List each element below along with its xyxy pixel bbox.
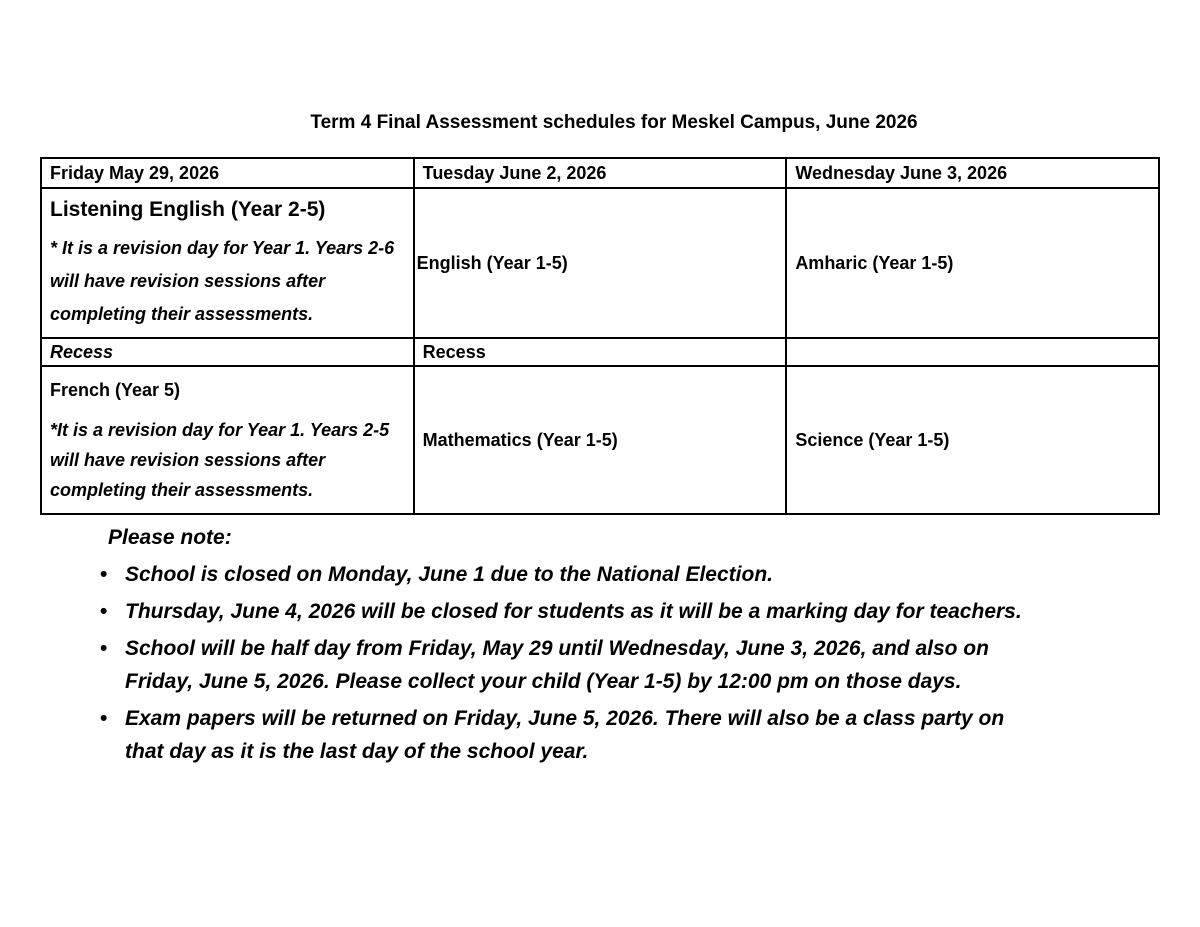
wednesday-session-1-cell: Amharic (Year 1-5) (786, 188, 1159, 338)
note-text: Exam papers will be returned on Friday, June 5, 2026. There will also be a class party on that day as it is the last day of the school year. (125, 707, 1005, 763)
page-title: Term 4 Final Assessment schedules for Meskel Campus, June 2026 (310, 112, 918, 133)
friday-session-1-subject: Listening English (Year 2-5) (50, 197, 326, 221)
tuesday-session-2-cell: Mathematics (Year 1-5) (414, 366, 787, 514)
list-item (98, 702, 1038, 768)
friday-session-2-note: *It is a revision day for Year 1. Years 2-5 will have revision sessions after completing their assessments. (50, 420, 390, 500)
wednesday-session-2-cell: Science (Year 1-5) (786, 366, 1159, 514)
header-cell-tuesday: Tuesday June 2, 2026 (414, 158, 787, 188)
friday-session-2-subject: French (Year 5) (50, 380, 181, 400)
recess-cell-wednesday (786, 338, 1159, 366)
note-text: School is closed on Monday, June 1 due to the National Election. (125, 563, 773, 586)
table-row (41, 366, 1159, 514)
note-text: Thursday, June 4, 2026 will be closed for students as it will be a marking day for teachers. (125, 600, 1022, 623)
recess-row (41, 338, 1159, 366)
notes-heading: Please note: (108, 526, 232, 549)
table-header-row (41, 158, 1159, 188)
friday-session-1-cell (41, 188, 414, 338)
recess-cell-friday: Recess (41, 338, 414, 366)
tuesday-session-1-cell: English (Year 1-5) (414, 188, 787, 338)
friday-session-1-note: * It is a revision day for Year 1. Years 2-6 will have revision sessions after completing their assessments. (50, 237, 395, 324)
list-item (98, 595, 1038, 628)
list-item (98, 632, 1038, 698)
list-item (98, 558, 1038, 591)
friday-session-2-cell (41, 366, 414, 514)
header-cell-wednesday: Wednesday June 3, 2026 (786, 158, 1159, 188)
recess-cell-tuesday: Recess (414, 338, 787, 366)
bullet-icon: • (100, 563, 108, 586)
schedule-table (40, 157, 1160, 515)
bullet-icon: • (100, 707, 108, 730)
header-cell-friday: Friday May 29, 2026 (41, 158, 414, 188)
note-text: School will be half day from Friday, May 29 until Wednesday, June 3, 2026, and also on Friday, June 5, 2026. Please collect your child (Year 1-5) by 12:00 pm on those days. (125, 637, 989, 693)
notes-section (98, 522, 1038, 772)
notes-list (98, 558, 1038, 768)
table-row (41, 188, 1159, 338)
bullet-icon: • (100, 637, 108, 660)
bullet-icon: • (100, 600, 108, 623)
